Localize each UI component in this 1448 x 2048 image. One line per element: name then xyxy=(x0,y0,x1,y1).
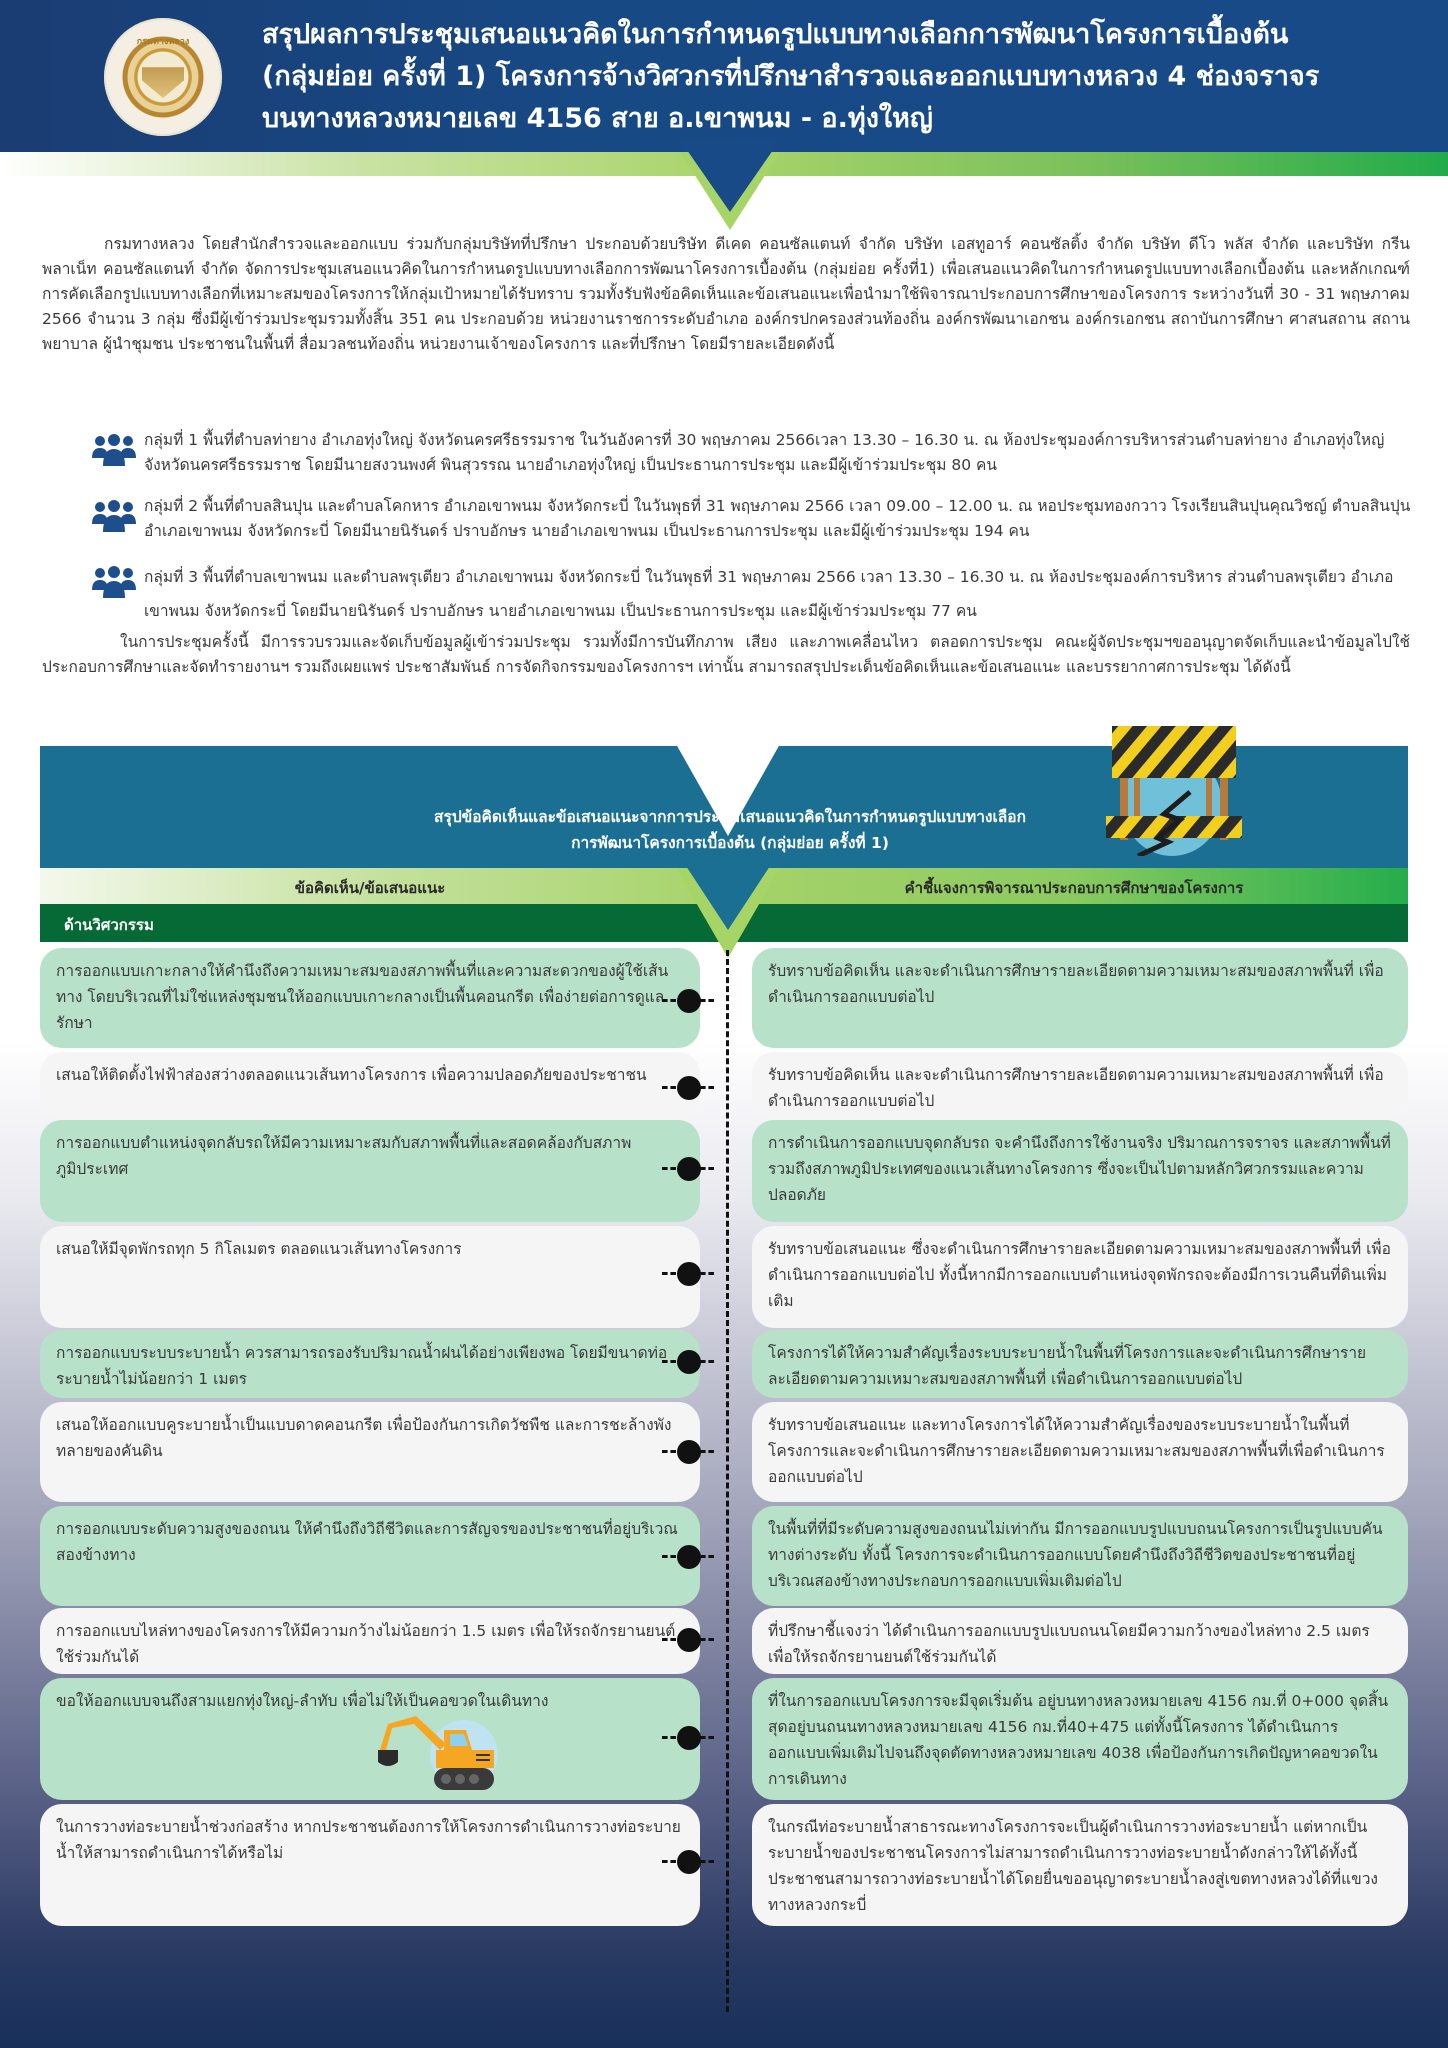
title-line-3: บนทางหลวงหมายเลข 4156 สาย อ.เขาพนม - อ.ทุ่งใหญ่ xyxy=(262,103,933,134)
meeting-group-text: กลุ่มที่ 3 พื้นที่ตำบลเขาพนม และตำบลพรุเตียว อำเภอเขาพนม จังหวัดกระบี่ ในวันพุธที่ 31 พฤษภาคม 2566 เวลา 13.30 – 16.30 น. ณ ห้องประชุมองค์การบริหาร ส่วนตำบลพรุเตียว อำเภอเขาพนม จังหวัดกระบี่ โดยมีนายนิรันดร์ ปราบอักษร นายอำเภอเขาพนม เป็นประธานการประชุม และมีผู้เข้าร่วมประชุม 77 คน xyxy=(144,568,1394,620)
timeline-connector xyxy=(662,1638,676,1641)
intro-paragraph: กรมทางหลวง โดยสำนักสำรวจและออกแบบ ร่วมกับกลุ่มบริษัทที่ปรึกษา ประกอบด้วยบริษัท ดีเคด คอนซัลแตนท์ จำกัด บริษัท เอสทูอาร์ คอนซัลติ้ง จำกัด บริษัท ดีโว พลัส จำกัด และบริษัท กรีน พลาเน็ท คอนซัลแตนท์ จำกัด จัดการประชุมเสนอแนวคิดในการกำหนดรูปแบบทางเลือกการพัฒนาโครงการเบื้องต้น (กลุ่มย่อย ครั้งที่1) เพื่อเสนอแนวคิดในการกำหนดรูปแบบทางเลือกเบื้องต้น และหลักเกณฑ์การคัดเลือกรูปแบบทางเลือกที่เหมาะสมของโครงการให้กลุ่มเป้าหมายได้รับทราบ รวมทั้งรับฟังข้อคิดเห็นและข้อเสนอแนะเพื่อนำมาใช้พิจารณาประกอบการศึกษาของโครงการ ระหว่างวันที่ 30 - 31 พฤษภาคม 2566 จำนวน 3 กลุ่ม ซึ่งมีผู้เข้าร่วมประชุมรวมทั้งสิ้น 351 คน ประกอบด้วย หน่วยงานราชการระดับอำเภอ องค์กรปกครองส่วนท้องถิ่น องค์กรพัฒนาเอกชน องค์กรเอกชน สถาบันการศึกษา ศาสนสถาน สถานพยาบาล ผู้นำชุมชน ประชาชนในพื้นที่ สื่อมวลชนท้องถิ่น หน่วยงานเจ้าของโครงการ และที่ปรึกษา โดยมีรายละเอียดดังนี้ xyxy=(42,235,1410,353)
response-card: รับทราบข้อคิดเห็น และจะดำเนินการศึกษารายละเอียดตามความเหมาะสมของสภาพพื้นที่ เพื่อดำเนินการออกแบบต่อไป xyxy=(752,1052,1408,1120)
closing-paragraph: ในการประชุมครั้งนี้ มีการรวบรวมและจัดเก็บข้อมูลผู้เข้าร่วมประชุม รวมทั้งมีการบันทึกภาพ เสียง และภาพเคลื่อนไหว ตลอดการประชุม คณะผู้จัดประชุมฯขออนุญาตจัดเก็บและนำข้อมูลไปใช้ประกอบการศึกษาและจัดทำรายงานฯ รวมถึงเผยแพร่ ประชาสัมพันธ์ การจัดกิจกรรมของโครงการฯ เท่านั้น สามารถสรุปประเด็นข้อคิดเห็นและข้อเสนอแนะ และบรรยากาศการประชุม ได้ดังนี้ xyxy=(42,633,1410,676)
timeline-connector xyxy=(700,1360,714,1363)
timeline-connector xyxy=(662,1167,676,1170)
table-row xyxy=(40,1506,1408,1606)
section-label-engineering: ด้านวิศวกรรม xyxy=(64,916,154,934)
response-card: ที่ปรึกษาชี้แจงว่า ได้ดำเนินการออกแบบรูปแบบถนนโดยมีความกว้างของไหล่ทาง 2.5 เมตร เพื่อให้รถจักรยานยนต์ใช้ร่วมกันได้ xyxy=(752,1608,1408,1674)
timeline-dot xyxy=(677,1726,701,1750)
table-row xyxy=(40,1608,1408,1674)
comment-card: เสนอให้ติดตั้งไฟฟ้าส่องสว่างตลอดแนวเส้นทางโครงการ เพื่อความปลอดภัยของประชาชน xyxy=(40,1052,700,1120)
timeline-connector xyxy=(662,1272,676,1275)
comment-card: เสนอให้ออกแบบคูระบายน้ำเป็นแบบดาดคอนกรีต เพื่อป้องกันการเกิดวัชพืช และการชะล้างพังทลายของคันดิน xyxy=(40,1402,700,1502)
timeline-connector xyxy=(662,1450,676,1453)
timeline-connector xyxy=(700,1450,714,1453)
timeline-connector xyxy=(662,1860,676,1863)
meeting-group-2 xyxy=(88,494,1418,560)
intro-section xyxy=(42,232,1410,357)
title-line-1: สรุปผลการประชุมเสนอแนวคิดในการกำหนดรูปแบบทางเลือกการพัฒนาโครงการเบื้องต้น xyxy=(262,19,1289,50)
table-row xyxy=(40,1804,1408,1926)
response-card: ที่ในการออกแบบโครงการจะมีจุดเริ่มต้น อยู่บนทางหลวงหมายเลข 4156 กม.ที่ 0+000 จุดสิ้นสุดอยู่บนถนนทางหลวงหมายเลข 4156 กม.ที่40+475 แต่ทั้งนี้โครงการ ได้ดำเนินการออกแบบเพิ่มเติมไปจนถึงจุดตัดทางหลวงหมายเลข 4038 เพื่อป้องกันการเกิดปัญหาคอขวดในการเดินทาง xyxy=(752,1678,1408,1800)
comment-card: การออกแบบไหล่ทางของโครงการให้มีความกว้างไม่น้อยกว่า 1.5 เมตร เพื่อให้รถจักรยานยนต์ใช้ร่วมกันได้ xyxy=(40,1608,700,1674)
header-arrow xyxy=(680,140,780,212)
response-card: ในพื้นที่ที่มีระดับความสูงของถนนไม่เท่ากัน มีการออกแบบรูปแบบถนนโครงการเป็นรูปแบบคันทางต่างระดับ ทั้งนี้ โครงการจะดำเนินการออกแบบโดยคำนึงถึงวิถีชีวิตของประชาชนที่อยู่บริเวณสองข้างทางประกอบการออกแบบเพิ่มเติมต่อไป xyxy=(752,1506,1408,1606)
timeline-connector xyxy=(700,1086,714,1089)
response-card: รับทราบข้อคิดเห็น และจะดำเนินการศึกษารายละเอียดตามความเหมาะสมของสภาพพื้นที่ เพื่อดำเนินการออกแบบต่อไป xyxy=(752,948,1408,1048)
column-header-responses: คำชี้แจงการพิจารณาประกอบการศึกษาของโครงการ xyxy=(904,879,1244,897)
department-of-highways-logo xyxy=(104,18,222,136)
timeline-dot xyxy=(677,1440,701,1464)
comment-card: การออกแบบเกาะกลางให้คำนึงถึงความเหมาะสมของสภาพพื้นที่และความสะดวกของผู้ใช้เส้นทาง โดยบริเวณที่ไม่ใช่แหล่งชุมชนให้ออกแบบเกาะกลางเป็นพื้นคอนกรีต เพื่อง่ายต่อการดูแลรักษา xyxy=(40,948,700,1048)
timeline-connector xyxy=(700,1860,714,1863)
timeline-dot xyxy=(677,1157,701,1181)
people-group-icon xyxy=(90,566,138,600)
response-card: โครงการได้ให้ความสำคัญเรื่องระบบระบายน้ำในพื้นที่โครงการและจะดำเนินการศึกษารายละเอียดตามความเหมาะสมของสภาพพื้นที่ เพื่อดำเนินการออกแบบต่อไป xyxy=(752,1330,1408,1398)
timeline-dot xyxy=(677,1350,701,1374)
logo-text: กรมทางหลวง xyxy=(136,37,190,47)
timeline-dot xyxy=(677,1628,701,1652)
timeline-dot xyxy=(677,1850,701,1874)
timeline-connector xyxy=(700,1736,714,1739)
timeline-dot xyxy=(677,989,701,1013)
table-row xyxy=(40,1052,1408,1120)
table-row xyxy=(40,1678,1408,1800)
meeting-group-text: กลุ่มที่ 1 พื้นที่ตำบลท่ายาง อำเภอทุ่งใหญ่ จังหวัดนครศรีธรรมราช ในวันอังคารที่ 30 พฤษภาคม 2566เวลา 13.30 – 16.30 น. ณ ห้องประชุมองค์การบริหารส่วนตำบลท่ายาง อำเภอทุ่งใหญ่ จังหวัดนครศรีธรรมราช โดยมีนายสงวนพงศ์ พินสุวรรณ นายอำเภอทุ่งใหญ่ เป็นประธานการประชุม และมีผู้เข้าร่วมประชุม 80 คน xyxy=(144,431,1385,474)
response-card: การดำเนินการออกแบบจุดกลับรถ จะคำนึงถึงการใช้งานจริง ปริมาณการจราจร และสภาพพื้นที่รวมถึงสภาพภูมิประเทศของแนวเส้นทางโครงการ ซึ่งจะเป็นไปตามหลักวิศวกรรมและความปลอดภัย xyxy=(752,1120,1408,1222)
road-barrier-icon xyxy=(1098,716,1258,856)
summary-title-line-1: สรุปข้อคิดเห็นและข้อเสนอแนะจากการประชุมเสนอแนวคิดในการกำหนดรูปแบบทางเลือก xyxy=(434,808,1026,826)
timeline-connector xyxy=(700,1167,714,1170)
timeline-connector xyxy=(700,999,714,1002)
timeline-connector xyxy=(662,1555,676,1558)
page-title xyxy=(262,14,1422,140)
comment-card: การออกแบบระบบระบายน้ำ ควรสามารถรองรับปริมาณน้ำฝนได้อย่างเพียงพอ โดยมีขนาดท่อระบายน้ำไม่น้อยกว่า 1 เมตร xyxy=(40,1330,700,1398)
timeline-connector xyxy=(700,1555,714,1558)
comment-card: การออกแบบตำแหน่งจุดกลับรถให้มีความเหมาะสมกับสภาพพื้นที่และสอดคล้องกับสภาพภูมิประเทศ xyxy=(40,1120,700,1222)
table-row xyxy=(40,1120,1408,1222)
people-group-icon xyxy=(90,434,138,468)
response-card: รับทราบข้อเสนอแนะ ซึ่งจะดำเนินการศึกษารายละเอียดตามความเหมาะสมของสภาพพื้นที่ เพื่อดำเนินการออกแบบต่อไป ทั้งนี้หากมีการออกแบบตำแหน่งจุดพักรถจะต้องมีการเวนคืนที่ดินเพิ่มเติม xyxy=(752,1226,1408,1328)
table-row xyxy=(40,1330,1408,1398)
response-card: รับทราบข้อเสนอแนะ และทางโครงการได้ให้ความสำคัญเรื่องของระบบระบายน้ำในพื้นที่โครงการและจะดำเนินการศึกษารายละเอียดตามความเหมาะสมของสภาพพื้นที่เพื่อดำเนินการออกแบบต่อไป xyxy=(752,1402,1408,1502)
comment-card: ในการวางท่อระบายน้ำช่วงก่อสร้าง หากประชาชนต้องการให้โครงการดำเนินการวางท่อระบายน้ำให้สามารถดำเนินการได้หรือไม่ xyxy=(40,1804,700,1926)
excavator-icon xyxy=(372,1710,500,1798)
table-row xyxy=(40,1402,1408,1502)
summary-title-line-2: การพัฒนาโครงการเบื้องต้น (กลุ่มย่อย ครั้งที่ 1) xyxy=(571,834,889,852)
timeline-connector xyxy=(700,1638,714,1641)
meeting-groups-list xyxy=(88,428,1418,626)
meeting-group-1 xyxy=(88,428,1418,494)
timeline-dot xyxy=(677,1076,701,1100)
summary-title xyxy=(260,804,1200,856)
column-header-comments: ข้อคิดเห็น/ข้อเสนอแนะ xyxy=(294,879,446,897)
comment-card: ขอให้ออกแบบจนถึงสามแยกทุ่งใหญ่-ลำทับ เพื่อไม่ให้เป็นคอขวดในเดินทาง xyxy=(40,1678,700,1800)
timeline-dot xyxy=(677,1545,701,1569)
response-card: ในกรณีท่อระบายน้ำสาธารณะทางโครงการจะเป็นผู้ดำเนินการวางท่อระบายน้ำ แต่หากเป็นระบายน้ำของประชาชนโครงการไม่สามารถดำเนินการวางท่อระบายน้ำดังกล่าวให้ได้ทั้งนี้ประชาชนสามารถวางท่อระบายน้ำได้โดยยื่นขออนุญาตระบายน้ำลงสู่เขตทางหลวงได้ที่แขวงทางหลวงกระบี่ xyxy=(752,1804,1408,1926)
timeline-connector xyxy=(662,999,676,1002)
table-row xyxy=(40,948,1408,1048)
timeline-connector xyxy=(662,1086,676,1089)
meeting-group-3 xyxy=(88,560,1418,626)
timeline-connector xyxy=(700,1272,714,1275)
people-group-icon xyxy=(90,500,138,534)
logo-emblem-icon xyxy=(142,54,184,98)
comment-card: เสนอให้มีจุดพักรถทุก 5 กิโลเมตร ตลอดแนวเส้นทางโครงการ xyxy=(40,1226,700,1328)
meeting-group-text: กลุ่มที่ 2 พื้นที่ตำบลสินปุน และตำบลโคกหาร อำเภอเขาพนม จังหวัดกระบี่ ในวันพุธที่ 31 พฤษภาคม 2566 เวลา 09.00 – 12.00 น. ณ หอประชุมทองกวาว โรงเรียนสินปุนคุณวิชญ์ ตำบลสินปุน อำเภอเขาพนม จังหวัดกระบี่ โดยมีนายนิรันดร์ ปราบอักษร นายอำเภอเขาพนม เป็นประธานการประชุม และมีผู้เข้าร่วมประชุม 194 คน xyxy=(144,497,1411,540)
title-line-2: (กลุ่มย่อย ครั้งที่ 1) โครงการจ้างวิศวกรที่ปรึกษาสำรวจและออกแบบทางหลวง 4 ช่องจราจร xyxy=(262,61,1320,92)
timeline-connector xyxy=(662,1736,676,1739)
timeline-connector xyxy=(662,1360,676,1363)
comment-card: การออกแบบระดับความสูงของถนน ให้คำนึงถึงวิถีชีวิตและการสัญจรของประชาชนที่อยู่บริเวณสองข้างทาง xyxy=(40,1506,700,1606)
timeline-dot xyxy=(677,1262,701,1286)
closing-section xyxy=(42,630,1410,680)
table-row xyxy=(40,1226,1408,1328)
